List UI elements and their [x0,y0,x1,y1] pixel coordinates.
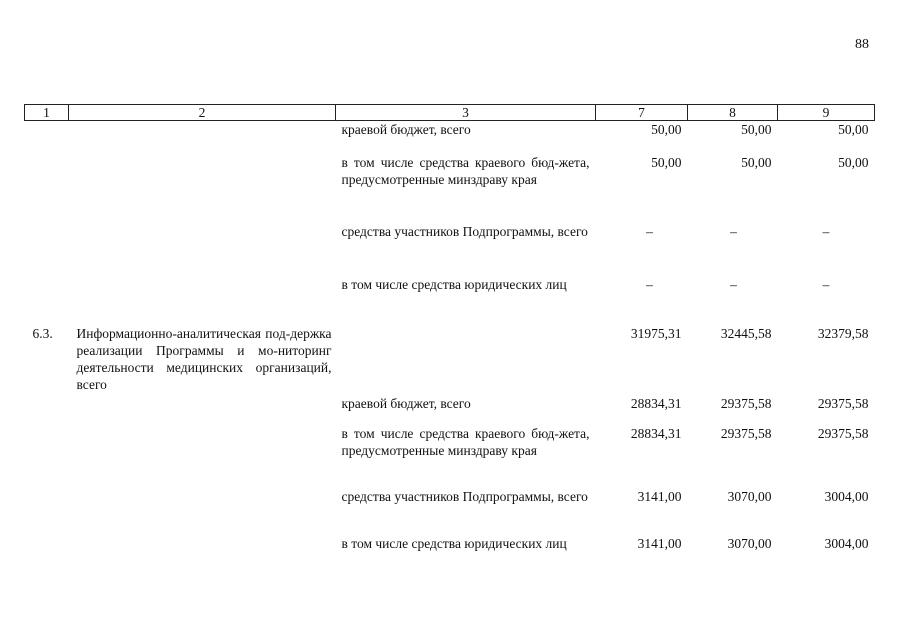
row-description: в том числе средства краевого бюд-жета, предусмотренные минздраву края [341,425,590,458]
column-header-7: 7 [596,105,688,121]
table-row [25,535,875,575]
column-header-9: 9 [778,105,875,121]
row-description: средства участников Подпрограммы, всего [341,488,588,504]
value-col-8: 50,00 [741,154,772,170]
value-col-7: 3141,00 [637,535,682,551]
value-col-8: – [730,223,737,239]
value-col-8: 3070,00 [727,535,772,551]
value-col-9: 3004,00 [824,488,869,504]
row-description: краевой бюджет, всего [341,122,471,137]
value-col-7: 3141,00 [637,488,682,504]
value-col-7: – [646,223,653,239]
value-col-9: 50,00 [838,154,869,170]
value-col-7: 50,00 [651,154,682,170]
table-row [25,154,875,223]
row-description: в том числе средства юридических лиц [341,276,567,292]
table-row [25,276,875,325]
section-total-col-9: 32379,58 [817,325,869,341]
value-col-7: 50,00 [651,122,682,137]
table-row [25,488,875,535]
section-number: 6.3. [32,325,53,341]
column-number-header-row [25,105,875,121]
value-col-9: 29375,58 [817,425,869,441]
table-row [25,223,875,276]
column-header-1: 1 [25,105,69,121]
value-col-8: 29375,58 [720,425,772,441]
table-row [25,121,875,154]
value-col-7: 28834,31 [630,425,682,441]
value-col-9: 29375,58 [817,395,869,411]
value-col-9: – [822,223,830,239]
row-description: в том числе средства юридических лиц [341,535,567,551]
row-description: средства участников Подпрограммы, всего [341,223,588,239]
column-header-2: 2 [69,105,336,121]
column-header-3: 3 [336,105,596,121]
column-header-8: 8 [688,105,778,121]
value-col-8: 3070,00 [727,488,772,504]
value-col-8: – [730,276,737,292]
value-col-9: 50,00 [838,122,869,137]
value-col-8: 50,00 [741,122,772,137]
value-col-9: – [822,276,830,292]
budget-table [24,104,875,575]
value-col-7: – [646,276,653,292]
row-description: в том числе средства краевого бюд-жета, предусмотренные минздраву края [341,154,590,187]
section-total-col-7: 31975,31 [630,325,682,341]
value-col-7: 28834,31 [630,395,682,411]
section-total-col-8: 32445,58 [720,325,772,341]
table-row [25,425,875,488]
value-col-9: 3004,00 [824,535,869,551]
section-row [25,325,875,395]
section-title: Информационно-аналитическая под-держка реализации Программы и мо-ниторинг деятельности медицинских организаций, всего [76,325,332,392]
value-col-8: 29375,58 [720,395,772,411]
row-description: краевой бюджет, всего [341,395,471,411]
page-number: 88 [855,37,869,52]
